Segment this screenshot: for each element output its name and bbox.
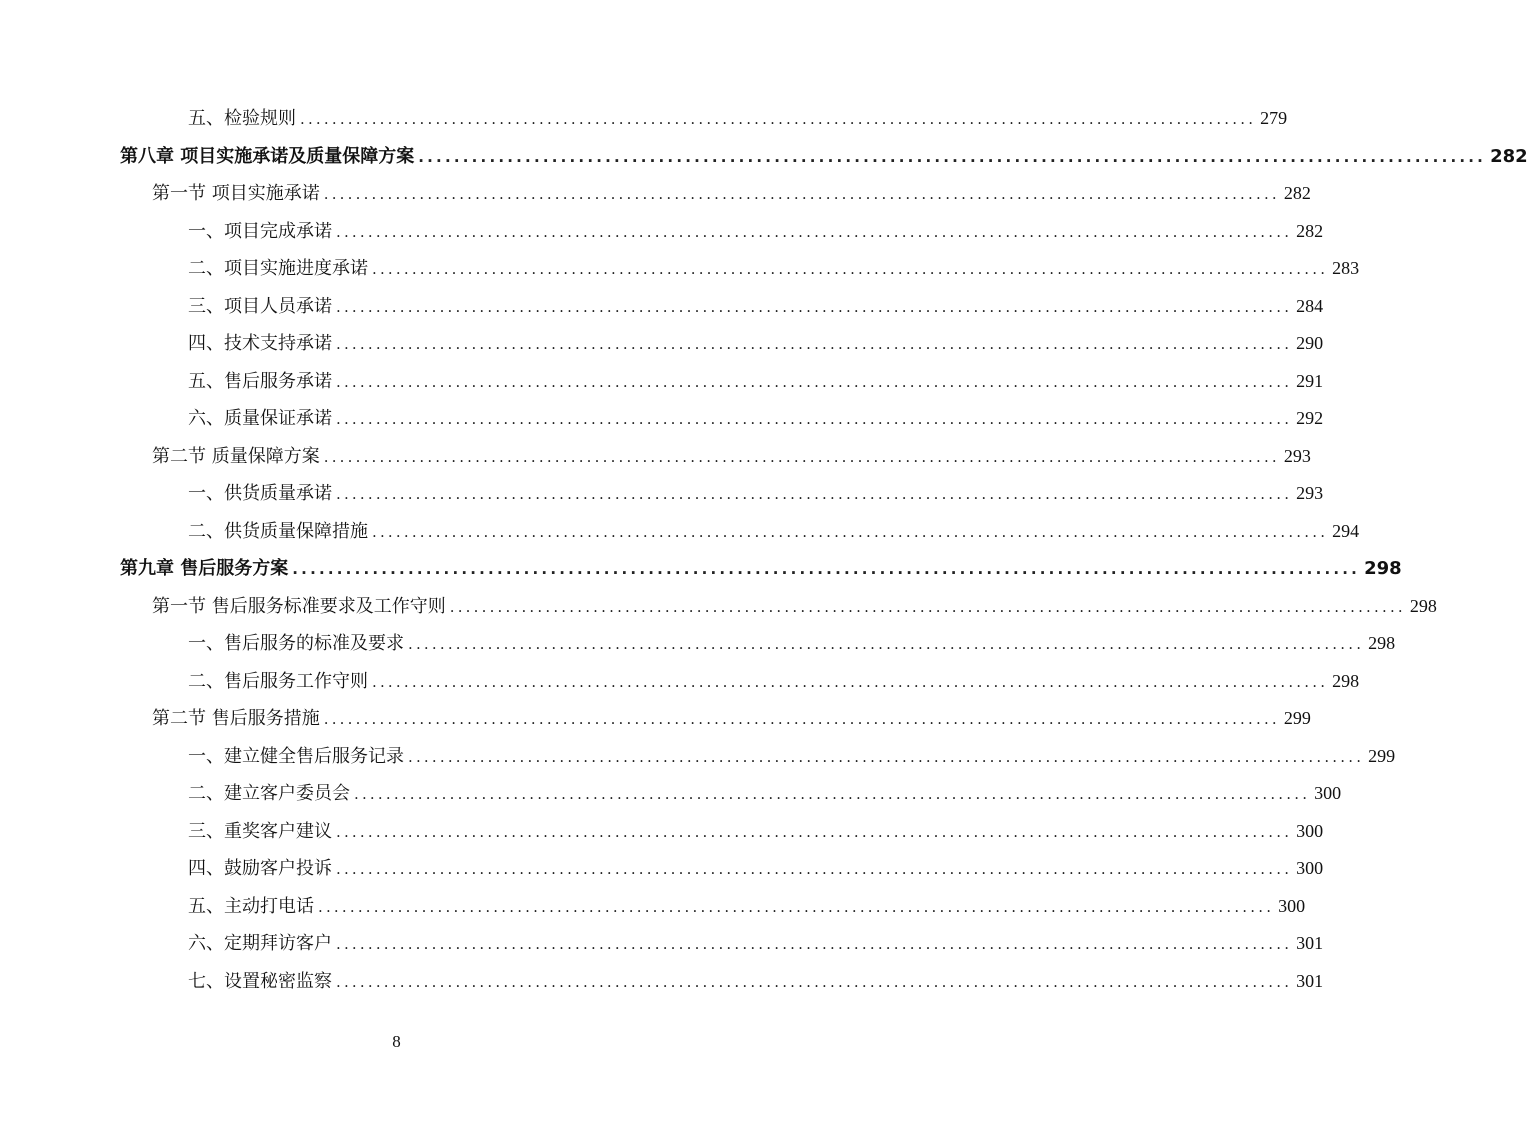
toc-entry-title: 六、定期拜访客户 (188, 933, 332, 954)
toc-entry-page: 298 (1409, 595, 1437, 616)
toc-entry[interactable] (120, 513, 1360, 551)
toc-entry-title: 三、项目人员承诺 (188, 295, 332, 317)
page-number: 8 (392, 1032, 401, 1051)
leader-dots: ........................................................................................................................ (408, 635, 1365, 653)
toc-entry[interactable] (120, 250, 1360, 288)
table-of-contents (120, 100, 1528, 1000)
leader-dots: ........................................................................................................................ (336, 335, 1293, 353)
leader-dots: ........................................................................................................................ (336, 860, 1293, 878)
toc-entry-page: 284 (1296, 295, 1324, 316)
toc-entry-title: 第一节 售后服务标准要求及工作守则 (152, 595, 446, 617)
toc-entry[interactable] (120, 363, 1324, 401)
toc-entry-page: 301 (1296, 933, 1324, 953)
toc-entry-page: 290 (1296, 333, 1324, 353)
toc-entry[interactable] (120, 100, 1288, 138)
toc-entry-title: 一、建立健全售后服务记录 (188, 745, 404, 767)
toc-section[interactable] (120, 175, 1311, 213)
toc-entry-page: 294 (1332, 520, 1360, 541)
toc-entry-title: 四、技术支持承诺 (188, 333, 332, 354)
toc-entry-page: 298 (1332, 670, 1360, 691)
toc-entry-page: 282 (1296, 220, 1324, 241)
leader-dots: ........................................................................................................................ (318, 897, 1275, 916)
toc-entry-page: 283 (1332, 258, 1360, 278)
leader-dots: ........................................................................................................................ (336, 297, 1293, 316)
toc-entry[interactable] (120, 775, 1342, 813)
toc-entry-title: 一、供货质量承诺 (188, 483, 332, 504)
leader-dots: ........................................................................................................................ (449, 597, 1406, 616)
toc-entry-title: 第一节 项目实施承诺 (152, 183, 320, 204)
toc-entry-title: 第二节 售后服务措施 (152, 708, 320, 729)
toc-entry-title: 二、供货质量保障措施 (188, 520, 368, 542)
toc-entry-page: 300 (1296, 858, 1324, 878)
toc-entry-title: 第二节 质量保障方案 (152, 445, 320, 467)
toc-entry-page: 293 (1296, 483, 1324, 503)
toc-section[interactable] (120, 588, 1437, 626)
toc-entry[interactable] (120, 625, 1396, 663)
leader-dots: ........................................................................................................................ (300, 110, 1257, 128)
toc-chapter[interactable] (120, 550, 1402, 588)
toc-entry-page: 279 (1260, 108, 1288, 128)
leader-dots: ........................................................................................................................ (323, 185, 1280, 203)
toc-entry-title: 六、质量保证承诺 (188, 408, 332, 429)
toc-chapter[interactable] (120, 138, 1528, 176)
toc-entry-page: 282 (1283, 183, 1311, 203)
toc-entry-page: 298 (1364, 558, 1402, 579)
toc-entry-page: 293 (1283, 445, 1311, 466)
toc-entry-page: 298 (1368, 633, 1396, 653)
toc-entry-title: 七、设置秘密监察 (188, 970, 332, 992)
toc-section[interactable] (120, 438, 1311, 476)
toc-entry-title: 一、售后服务的标准及要求 (188, 633, 404, 654)
toc-entry-page: 300 (1314, 783, 1342, 803)
toc-entry-title: 二、建立客户委员会 (188, 783, 350, 804)
leader-dots: ........................................................................................................................ (354, 785, 1311, 803)
leader-dots: ........................................................................................................................ (372, 260, 1329, 278)
leader-dots: ........................................................................................................................ (336, 372, 1293, 391)
toc-entry-page: 282 (1490, 145, 1528, 167)
toc-section[interactable] (120, 700, 1311, 738)
toc-entry-page: 291 (1296, 370, 1324, 391)
toc-entry[interactable] (120, 400, 1324, 438)
toc-entry-title: 五、主动打电话 (188, 895, 314, 917)
toc-entry-title: 第八章 项目实施承诺及质量保障方案 (120, 145, 415, 167)
leader-dots: ........................................................................................................................ (336, 222, 1293, 241)
toc-entry-title: 一、项目完成承诺 (188, 220, 332, 242)
toc-entry-title: 三、重奖客户建议 (188, 820, 332, 842)
leader-dots: ........................................................................................................................ (336, 485, 1293, 503)
leader-dots: ........................................................................................................................ (336, 972, 1293, 991)
toc-entry-page: 292 (1296, 408, 1324, 428)
leader-dots: ........................................................................................................................ (336, 410, 1293, 428)
toc-entry[interactable] (120, 850, 1324, 888)
toc-entry[interactable] (120, 963, 1324, 1001)
toc-entry[interactable] (120, 888, 1306, 926)
toc-entry[interactable] (120, 475, 1324, 513)
toc-entry-page: 300 (1278, 895, 1306, 916)
toc-entry-page: 299 (1283, 708, 1311, 728)
toc-entry[interactable] (120, 325, 1324, 363)
toc-entry-title: 五、售后服务承诺 (188, 370, 332, 392)
toc-entry[interactable] (120, 813, 1324, 851)
toc-entry-page: 301 (1296, 970, 1324, 991)
toc-entry[interactable] (120, 213, 1324, 251)
toc-entry-page: 299 (1368, 745, 1396, 766)
toc-entry-title: 五、检验规则 (188, 108, 296, 129)
leader-dots: ........................................................................................................................ (372, 522, 1329, 541)
leader-dots: ........................................................................................................................ (323, 710, 1280, 728)
toc-entry-title: 二、项目实施进度承诺 (188, 258, 368, 279)
leader-dots: ........................................................................................................................ (336, 935, 1293, 953)
toc-entry-title: 四、鼓励客户投诉 (188, 858, 332, 879)
leader-dots: ........................................................................................................................ (292, 560, 1361, 578)
leader-dots: ........................................................................................................................ (372, 672, 1329, 691)
toc-entry-title: 二、售后服务工作守则 (188, 670, 368, 692)
leader-dots: ........................................................................................................................ (408, 747, 1365, 766)
toc-entry[interactable] (120, 288, 1324, 326)
toc-entry[interactable] (120, 663, 1360, 701)
leader-dots: ........................................................................................................................ (323, 447, 1280, 466)
toc-entry-title: 第九章 售后服务方案 (120, 558, 289, 579)
toc-entry[interactable] (120, 925, 1324, 963)
toc-entry[interactable] (120, 738, 1396, 776)
toc-entry-page: 300 (1296, 820, 1324, 841)
leader-dots: ........................................................................................................................ (336, 822, 1293, 841)
leader-dots: ........................................................................................................................ (418, 147, 1487, 166)
